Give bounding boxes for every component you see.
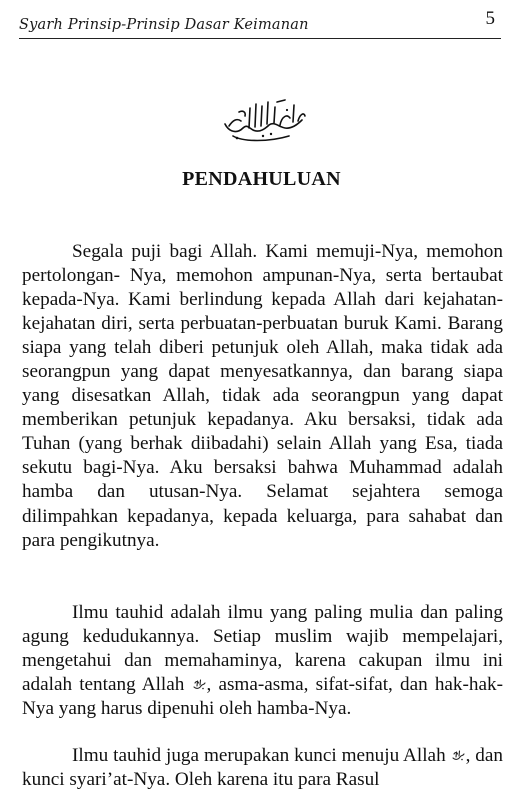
paragraph-3-text-start: Ilmu tauhid juga merupakan kunci menuju Allah (72, 745, 446, 766)
running-head: Syarh Prinsip-Prinsip Dasar Keimanan (19, 17, 309, 33)
paragraph-2-text-end: , asma-asma, sifat-sifat, dan hak-hak-Nya yang harus dipenuhi oleh hamba-Nya. (22, 674, 504, 720)
paragraph-2-text-start: Ilmu tauhid adalah ilmu yang paling mulia dan paling agung kedudukannya. Setiap muslim wajib mempelajari, mengetahui dan memahaminya, karena cakupan ilmu ini adalah tentang Allah (22, 602, 503, 696)
header-rule (19, 38, 501, 39)
chapter-title: PENDAHULUAN (182, 168, 341, 190)
page-number: 5 (485, 8, 495, 29)
subhanahu-wa-taala-icon (452, 749, 465, 762)
paragraph-3-text-end: , dan kunci syari’at-Nya. Oleh karena itu para Rasul (22, 745, 503, 791)
basmalah-calligraphy-icon (219, 94, 307, 144)
paragraph-3 (22, 744, 503, 792)
paragraph-2 (22, 601, 503, 721)
paragraph-1: Segala puji bagi Allah. Kami memuji-Nya, memohon pertolongan- Nya, memohon ampunan-Nya, serta bertaubat kepada-Nya. Kami berlindung kepada Allah dari kejahatan-kejahatan diri, serta perbuatan-perbuatan buruk Kami. Barang siapa yang telah diberi petunjuk oleh Allah, maka tidak ada seorangpun yang dapat menyesatkannya, dan barang siapa yang disesatkan Allah, tidak ada seorangpun yang dapat memberikan petunjuk kepadanya. Aku bersaksi, tidak ada Tuhan (yang berhak diibadahi) selain Allah yang Esa, tiada sekutu bagi-Nya. Aku bersaksi bahwa Muhammad adalah hamba dan utusan-Nya. Selamat sejahtera semoga dilimpahkan kepadanya, kepada keluarga, para sahabat dan para pengikutnya. (22, 241, 503, 551)
subhanahu-wa-taala-icon (193, 678, 206, 691)
